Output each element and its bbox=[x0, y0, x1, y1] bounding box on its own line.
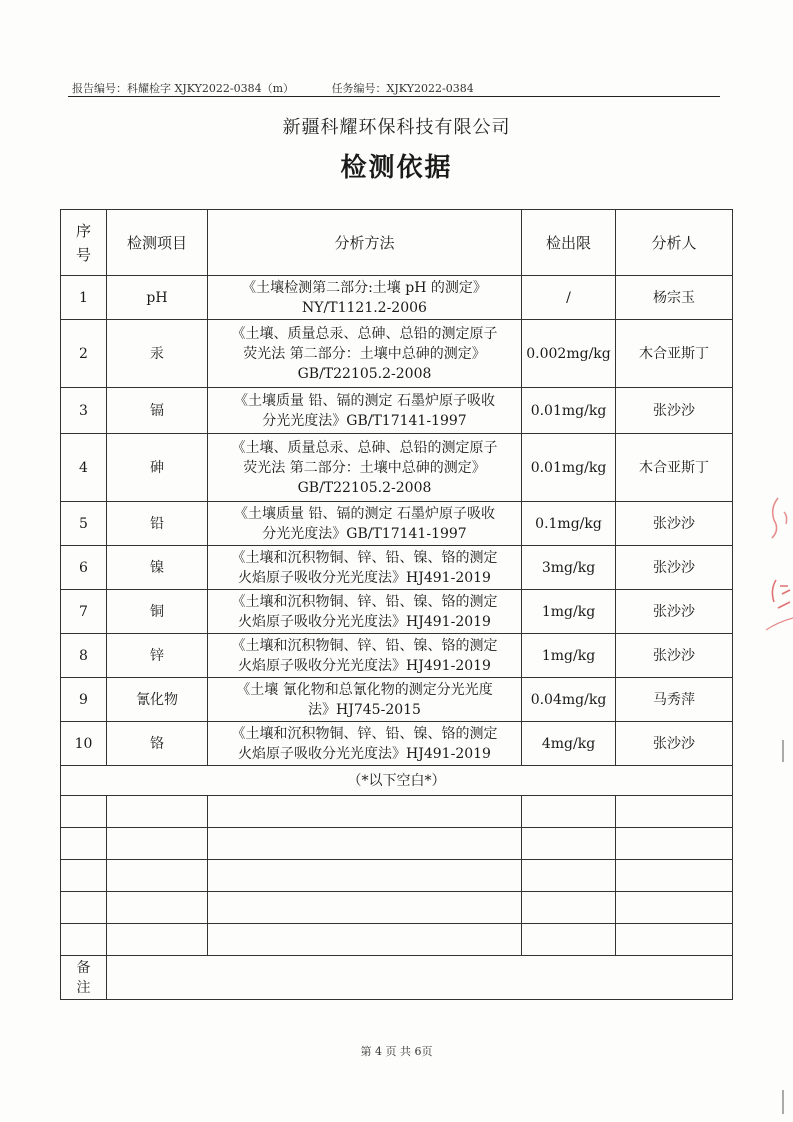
method-line: 火焰原子吸收分光光度法》HJ491-2019 bbox=[238, 657, 491, 674]
scan-edge-mark bbox=[782, 1090, 784, 1114]
row-detection-limit: 0.01mg/kg bbox=[522, 388, 616, 434]
report-number: 报告编号：科耀检字 XJKY2022-0384（m） bbox=[72, 82, 295, 95]
method-line: 《土壤质量 铅、镉的测定 石墨炉原子吸收 bbox=[234, 392, 495, 409]
header-cell-item: 检测项目 bbox=[107, 210, 208, 276]
empty-cell bbox=[522, 892, 616, 924]
red-stamp-fragment bbox=[760, 490, 793, 640]
header-cell-no bbox=[61, 210, 107, 276]
empty-cell bbox=[107, 892, 208, 924]
table-body bbox=[61, 276, 733, 1000]
method-line: 分光光度法》GB/T17141-1997 bbox=[262, 412, 467, 429]
row-item: 镍 bbox=[107, 546, 208, 590]
task-number: 任务编号：XJKY2022-0384 bbox=[331, 82, 474, 95]
method-line: 荧光法 第二部分：土壤中总砷的测定》 bbox=[243, 345, 486, 362]
row-detection-limit: 1mg/kg bbox=[522, 634, 616, 678]
empty-cell bbox=[616, 796, 733, 828]
row-detection-limit: 0.04mg/kg bbox=[522, 678, 616, 722]
method-line: 荧光法 第二部分：土壤中总砷的测定》 bbox=[243, 459, 486, 476]
report-header bbox=[72, 80, 722, 96]
empty-cell bbox=[616, 860, 733, 892]
table-row bbox=[61, 634, 733, 678]
table-row bbox=[61, 590, 733, 634]
table-row bbox=[61, 502, 733, 546]
table-row bbox=[61, 434, 733, 502]
empty-cell bbox=[522, 796, 616, 828]
row-item: 锌 bbox=[107, 634, 208, 678]
row-number: 5 bbox=[61, 502, 107, 546]
row-method bbox=[208, 546, 522, 590]
row-analyst: 张沙沙 bbox=[616, 502, 733, 546]
method-line: GB/T22105.2-2008 bbox=[297, 365, 432, 382]
method-line: 《土壤和沉积物铜、锌、铅、镍、铬的测定 bbox=[231, 637, 498, 654]
empty-cell bbox=[61, 860, 107, 892]
row-number: 10 bbox=[61, 722, 107, 766]
row-detection-limit: / bbox=[522, 276, 616, 320]
method-line: 火焰原子吸收分光光度法》HJ491-2019 bbox=[238, 569, 491, 586]
remarks-label-char: 注 bbox=[76, 979, 91, 996]
header-cell-analyst: 分析人 bbox=[616, 210, 733, 276]
method-line: 分光光度法》GB/T17141-1997 bbox=[262, 525, 467, 542]
table-row bbox=[61, 722, 733, 766]
row-item: 铅 bbox=[107, 502, 208, 546]
row-detection-limit: 0.01mg/kg bbox=[522, 434, 616, 502]
row-number: 6 bbox=[61, 546, 107, 590]
row-number: 2 bbox=[61, 320, 107, 388]
row-item: 汞 bbox=[107, 320, 208, 388]
company-name: 新疆科耀环保科技有限公司 bbox=[282, 117, 511, 138]
remarks-content bbox=[107, 956, 733, 1000]
row-number: 7 bbox=[61, 590, 107, 634]
header-cell-limit: 检出限 bbox=[522, 210, 616, 276]
row-detection-limit: 4mg/kg bbox=[522, 722, 616, 766]
row-number: 4 bbox=[61, 434, 107, 502]
empty-row bbox=[61, 892, 733, 924]
table-row bbox=[61, 388, 733, 434]
method-line: 《土壤和沉积物铜、锌、铅、镍、铬的测定 bbox=[231, 549, 498, 566]
row-detection-limit: 3mg/kg bbox=[522, 546, 616, 590]
empty-cell bbox=[208, 924, 522, 956]
empty-cell bbox=[107, 828, 208, 860]
blank-note-row bbox=[61, 766, 733, 796]
table-row bbox=[61, 276, 733, 320]
empty-cell bbox=[522, 828, 616, 860]
blank-note: （*以下空白*） bbox=[61, 766, 733, 796]
row-method bbox=[208, 320, 522, 388]
empty-row bbox=[61, 828, 733, 860]
method-line: 《土壤质量 铅、镉的测定 石墨炉原子吸收 bbox=[234, 505, 495, 522]
row-analyst: 张沙沙 bbox=[616, 590, 733, 634]
method-line: 《土壤、质量总汞、总砷、总铅的测定原子 bbox=[231, 325, 498, 342]
empty-cell bbox=[61, 924, 107, 956]
method-line: 火焰原子吸收分光光度法》HJ491-2019 bbox=[238, 613, 491, 630]
table-row bbox=[61, 678, 733, 722]
header-no-line-2: 号 bbox=[75, 245, 91, 264]
row-analyst: 张沙沙 bbox=[616, 722, 733, 766]
empty-row bbox=[61, 860, 733, 892]
row-item: 铜 bbox=[107, 590, 208, 634]
empty-cell bbox=[208, 828, 522, 860]
row-analyst: 木合亚斯丁 bbox=[616, 434, 733, 502]
empty-cell bbox=[616, 892, 733, 924]
row-method bbox=[208, 634, 522, 678]
empty-cell bbox=[107, 796, 208, 828]
empty-cell bbox=[61, 828, 107, 860]
header-no-line-1: 序 bbox=[75, 221, 91, 240]
row-item: 氰化物 bbox=[107, 678, 208, 722]
row-method bbox=[208, 434, 522, 502]
method-line: GB/T22105.2-2008 bbox=[297, 479, 432, 496]
empty-cell bbox=[107, 860, 208, 892]
row-method bbox=[208, 502, 522, 546]
row-detection-limit: 0.002mg/kg bbox=[522, 320, 616, 388]
row-analyst: 木合亚斯丁 bbox=[616, 320, 733, 388]
method-line: 《土壤 氰化物和总氰化物的测定分光光度 bbox=[236, 681, 493, 698]
empty-cell bbox=[208, 860, 522, 892]
empty-row bbox=[61, 796, 733, 828]
row-analyst: 马秀萍 bbox=[616, 678, 733, 722]
remarks-label-char: 备 bbox=[76, 959, 91, 976]
method-line: 法》HJ745-2015 bbox=[308, 701, 421, 718]
header-divider bbox=[68, 96, 720, 97]
method-line: 《土壤检测第二部分:土壤 pH 的测定》 bbox=[242, 279, 487, 296]
row-item: 铬 bbox=[107, 722, 208, 766]
row-method bbox=[208, 722, 522, 766]
table-row bbox=[61, 320, 733, 388]
remarks-row bbox=[61, 956, 733, 1000]
row-analyst: 张沙沙 bbox=[616, 388, 733, 434]
row-method bbox=[208, 678, 522, 722]
method-line: 火焰原子吸收分光光度法》HJ491-2019 bbox=[238, 745, 491, 762]
scan-edge-mark bbox=[782, 740, 784, 762]
empty-row bbox=[61, 924, 733, 956]
row-number: 9 bbox=[61, 678, 107, 722]
row-method bbox=[208, 388, 522, 434]
row-method bbox=[208, 276, 522, 320]
row-detection-limit: 1mg/kg bbox=[522, 590, 616, 634]
method-line: 《土壤、质量总汞、总砷、总铅的测定原子 bbox=[231, 439, 498, 456]
empty-cell bbox=[61, 796, 107, 828]
empty-cell bbox=[522, 924, 616, 956]
empty-cell bbox=[61, 892, 107, 924]
row-item: pH bbox=[107, 276, 208, 320]
row-number: 8 bbox=[61, 634, 107, 678]
empty-cell bbox=[107, 924, 208, 956]
remarks-label bbox=[61, 956, 107, 1000]
row-number: 1 bbox=[61, 276, 107, 320]
row-analyst: 杨宗玉 bbox=[616, 276, 733, 320]
row-number: 3 bbox=[61, 388, 107, 434]
row-analyst: 张沙沙 bbox=[616, 634, 733, 678]
method-line: 《土壤和沉积物铜、锌、铅、镍、铬的测定 bbox=[231, 725, 498, 742]
table-header-row bbox=[61, 210, 733, 276]
page-number: 第 4 页 共 6页 bbox=[360, 1045, 433, 1058]
empty-cell bbox=[208, 796, 522, 828]
header-cell-method: 分析方法 bbox=[208, 210, 522, 276]
row-item: 镉 bbox=[107, 388, 208, 434]
table-row bbox=[61, 546, 733, 590]
method-line: NY/T1121.2-2006 bbox=[302, 299, 427, 316]
row-analyst: 张沙沙 bbox=[616, 546, 733, 590]
page-title: 检测依据 bbox=[340, 153, 453, 183]
empty-cell bbox=[616, 924, 733, 956]
empty-cell bbox=[208, 892, 522, 924]
empty-cell bbox=[616, 828, 733, 860]
empty-cell bbox=[522, 860, 616, 892]
method-line: 《土壤和沉积物铜、锌、铅、镍、铬的测定 bbox=[231, 593, 498, 610]
row-item: 砷 bbox=[107, 434, 208, 502]
row-detection-limit: 0.1mg/kg bbox=[522, 502, 616, 546]
detection-basis-table bbox=[60, 209, 733, 1000]
row-method bbox=[208, 590, 522, 634]
